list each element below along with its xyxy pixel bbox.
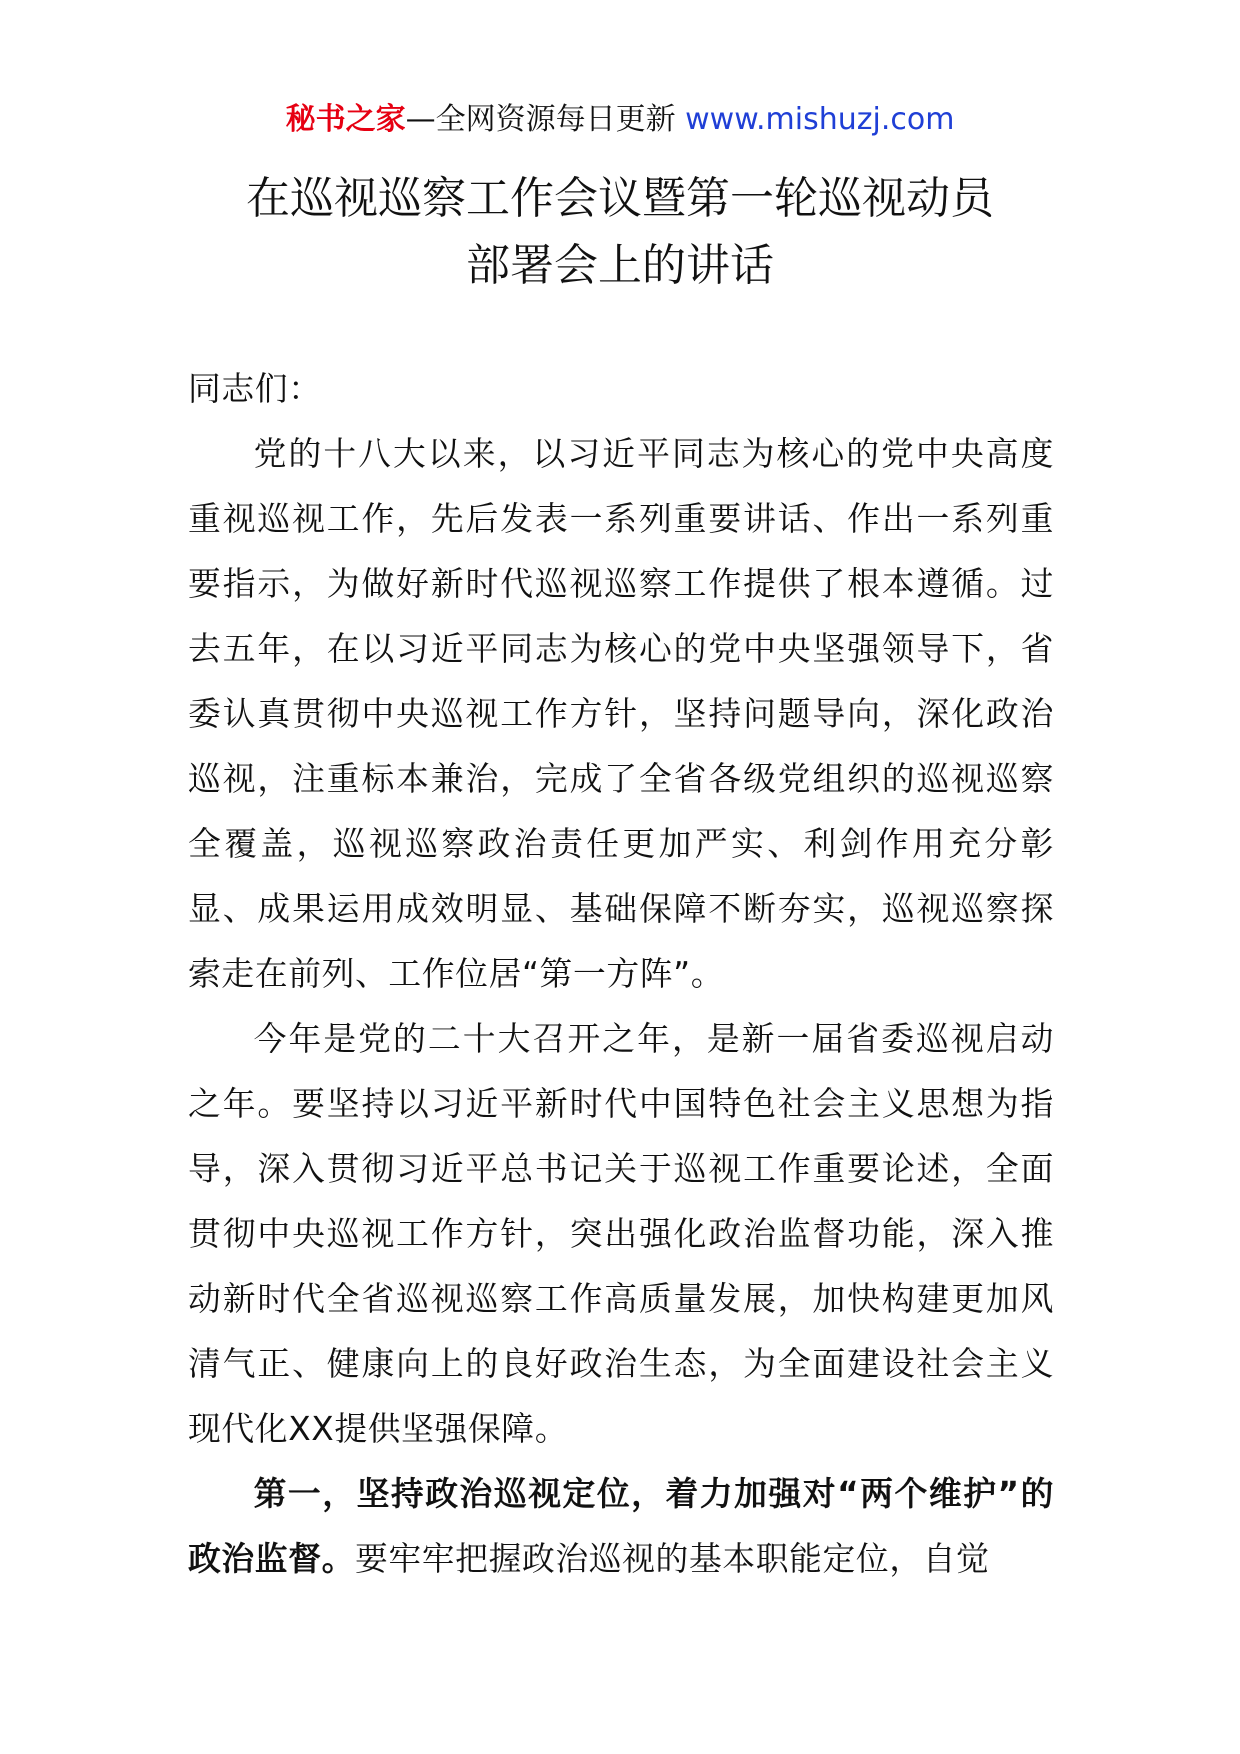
site-url-link[interactable]: www.mishuzj.com: [685, 102, 955, 137]
site-brand: 秘书之家: [285, 102, 406, 137]
paragraph-1: 党的十八大以来，以习近平同志为核心的党中央高度重视巡视工作，先后发表一系列重要讲话、作出一系列重要指示，为做好新时代巡视巡察工作提供了根本遵循。过去五年，在以习近平同志为核心的党中央坚强领导下，省委认真贯彻中央巡视工作方针，坚持问题导向，深化政治巡视，注重标本兼治，完成了全省各级党组织的巡视巡察全覆盖，巡视巡察政治责任更加严实、利剑作用充分彰显、成果运用成效明显、基础保障不断夯实，巡视巡察探索走在前列、工作位居“第一方阵”。: [188, 435, 1054, 993]
paragraph-3-lead: 第一，坚持政治巡视定位，着力加强对“两个维护”的政治监督。: [188, 1475, 1054, 1578]
title-line-1: 在巡视巡察工作会议暨第一轮巡视动员: [246, 173, 994, 224]
document-body: [188, 357, 1054, 1592]
paragraph-3: [188, 1462, 1054, 1592]
site-tagline: —全网资源每日更新: [405, 102, 686, 137]
document-title: [0, 165, 1240, 299]
paragraph-3-text: 要牢牢把握政治巡视的基本职能定位，自觉: [354, 1540, 990, 1578]
title-line-2: 部署会上的讲话: [466, 240, 774, 291]
paragraph-2: 今年是党的二十大召开之年，是新一届省委巡视启动之年。要坚持以习近平新时代中国特色社会主义思想为指导，深入贯彻习近平总书记关于巡视工作重要论述，全面贯彻中央巡视工作方针，突出强化政治监督功能，深入推动新时代全省巡视巡察工作高质量发展，加快构建更加风清气正、健康向上的良好政治生态，为全面建设社会主义现代化XX提供坚强保障。: [188, 1020, 1054, 1448]
salutation: 同志们：: [188, 370, 322, 408]
site-header: [0, 100, 1240, 140]
